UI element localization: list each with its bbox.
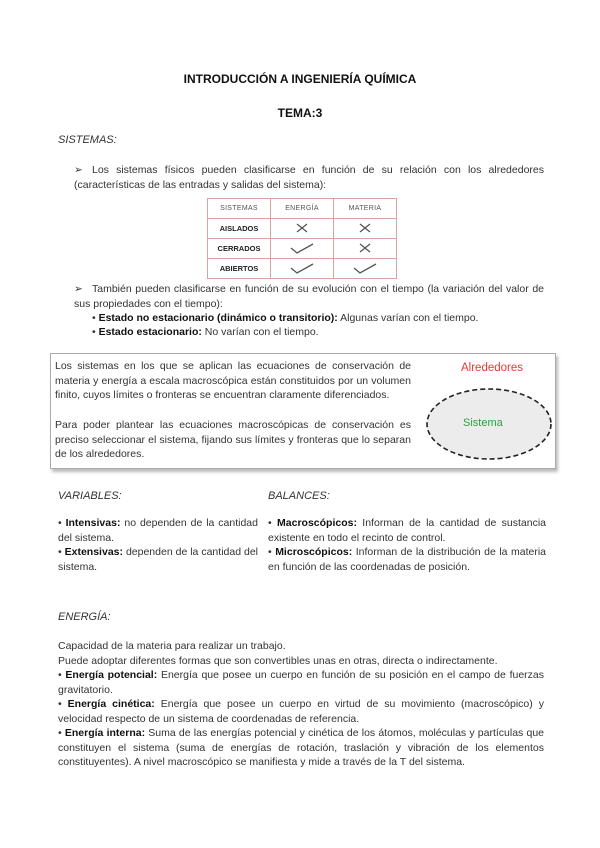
sistemas-heading: SISTEMAS:: [58, 134, 117, 146]
list-item-text: no dependen de la cantidad del sistema.: [58, 517, 258, 544]
variables-list: [58, 516, 258, 574]
list-item-text: Energía que posee un cuerpo en virtud de su movimiento (macroscópico) y velocidad respecto de un sistema de coordenadas de referencia.: [58, 698, 544, 725]
document-subtitle: TEMA:3: [277, 106, 323, 120]
balances-list: [268, 516, 546, 574]
arrow-bullet-icon: ➢: [74, 283, 83, 295]
list-item-term: Intensivas:: [65, 517, 121, 529]
list-item-term: Microscópicos:: [275, 546, 353, 558]
sistemas-bullet-2-text: También pueden clasificarse en función de su evolución con el tiempo (la variación del valor de sus propiedades con el tiempo):: [74, 283, 544, 310]
list-item-term: Macroscópicos:: [277, 517, 357, 529]
list-item: • Intensivas: no dependen de la cantidad del sistema.: [58, 517, 258, 544]
list-item: • Extensivas: dependen de la cantidad del sistema.: [58, 546, 258, 573]
list-item-term: Energía potencial:: [65, 669, 158, 681]
sistemas-bullet-2: [74, 282, 544, 311]
box-text-2: Para poder plantear las ecuaciones macroscópicas de conservación es preciso seleccionar el sistema, fijando sus límites y fronteras que lo separan de los alrededores.: [55, 419, 411, 460]
list-item: • Energía potencial: Energía que posee un cuerpo en función de su posición en el campo de fuerzas gravitatorio.: [58, 669, 544, 696]
diagram-label-alrededores: Alrededores: [461, 362, 524, 374]
list-item-term: Energía interna:: [64, 727, 146, 739]
table-header-materia: MATERIA: [334, 199, 397, 219]
list-item-text: Energía que posee un cuerpo en función de su posición en el campo de fuerzas gravitatorio.: [58, 669, 544, 696]
cross-icon: [334, 219, 397, 239]
list-item-term: Energía cinética:: [67, 698, 155, 710]
systems-table: [207, 198, 397, 279]
table-header-sistemas: SISTEMAS: [208, 199, 271, 219]
sub-bullet-text: No varían con el tiempo.: [201, 326, 319, 338]
list-item-term: Extensivas:: [64, 546, 123, 558]
sub-bullet-text: Algunas varían con el tiempo.: [337, 312, 479, 324]
list-item-text: dependen de la cantidad del sistema.: [58, 546, 258, 573]
energia-line-2: Puede adoptar diferentes formas que son convertibles unas en otras, directa o indirectamente.: [58, 654, 498, 667]
sistemas-bullet-1: [74, 163, 544, 192]
check-icon: [271, 259, 334, 279]
energia-heading: ENERGÍA:: [58, 611, 111, 623]
sub-bullet-no-estacionario: • Estado no estacionario (dinámico o transitorio): Algunas varían con el tiempo.: [92, 312, 479, 324]
table-row: [208, 219, 397, 239]
row-label-cerrados: CERRADOS: [208, 239, 271, 259]
variables-heading: VARIABLES:: [58, 490, 122, 502]
sistemas-bullet-1-text: Los sistemas físicos pueden clasificarse en función de su relación con los alrededores (características de las entradas y salidas del sistema):: [74, 164, 544, 191]
table-header-energia: ENERGÍA: [271, 199, 334, 219]
diagram-label-sistema: Sistema: [463, 417, 503, 429]
sub-bullet-term: Estado estacionario:: [98, 326, 202, 338]
system-definition-box: [50, 353, 556, 469]
sub-bullet-estacionario: • Estado estacionario: No varían con el tiempo.: [92, 326, 319, 338]
sub-bullet-term: Estado no estacionario (dinámico o transitorio):: [98, 312, 338, 324]
energia-line-1: Capacidad de la materia para realizar un trabajo.: [58, 640, 286, 652]
list-item: • Microscópicos: Informan de la distribución de la materia en función de las coordenadas de posición.: [268, 546, 547, 573]
box-text-1: Los sistemas en los que se aplican las ecuaciones de conservación de materia y energía a escala macroscópica están constituidos por un volumen finito, cuyos límites o fronteras se encuentran claramente diferenciados.: [55, 360, 411, 401]
list-item-text: Suma de las energías potencial y cinética de los átomos, moléculas y partículas que constituyen el sistema (suma de energías de rotación, traslación y vibración de los elementos constituyentes). A nivel macroscópico se manifiesta y mide a través de la T del sistema.: [58, 727, 545, 768]
check-icon: [271, 239, 334, 259]
document-title: INTRODUCCIÓN A INGENIERÍA QUÍMICA: [183, 72, 417, 86]
check-icon: [334, 259, 397, 279]
cross-icon: [271, 219, 334, 239]
row-label-aislados: AISLADOS: [208, 219, 271, 239]
energia-section: [58, 639, 544, 770]
table-row: [208, 239, 397, 259]
row-label-abiertos: ABIERTOS: [208, 259, 271, 279]
arrow-bullet-icon: ➢: [74, 164, 83, 176]
list-item-text: Informan de la distribución de la materia en función de las coordenadas de posición.: [268, 546, 547, 573]
balances-heading: BALANCES:: [268, 490, 330, 502]
table-row: [208, 259, 397, 279]
list-item: • Energía interna: Suma de las energías potencial y cinética de los átomos, moléculas y partículas que constituyen el sistema (suma de energías de rotación, traslación y vibración de los elementos constituyentes). A nivel macroscópico se manifiesta y mide a través de la T del sistema.: [58, 727, 545, 768]
list-item-text: Informan de la cantidad de sustancia existente en todo el recinto de control.: [268, 517, 546, 544]
list-item: • Macroscópicos: Informan de la cantidad de sustancia existente en todo el recinto de control.: [268, 517, 546, 544]
cross-icon: [334, 239, 397, 259]
list-item: • Energía cinética: Energía que posee un cuerpo en virtud de su movimiento (macroscópico) y velocidad respecto de un sistema de coordenadas de referencia.: [58, 698, 544, 725]
